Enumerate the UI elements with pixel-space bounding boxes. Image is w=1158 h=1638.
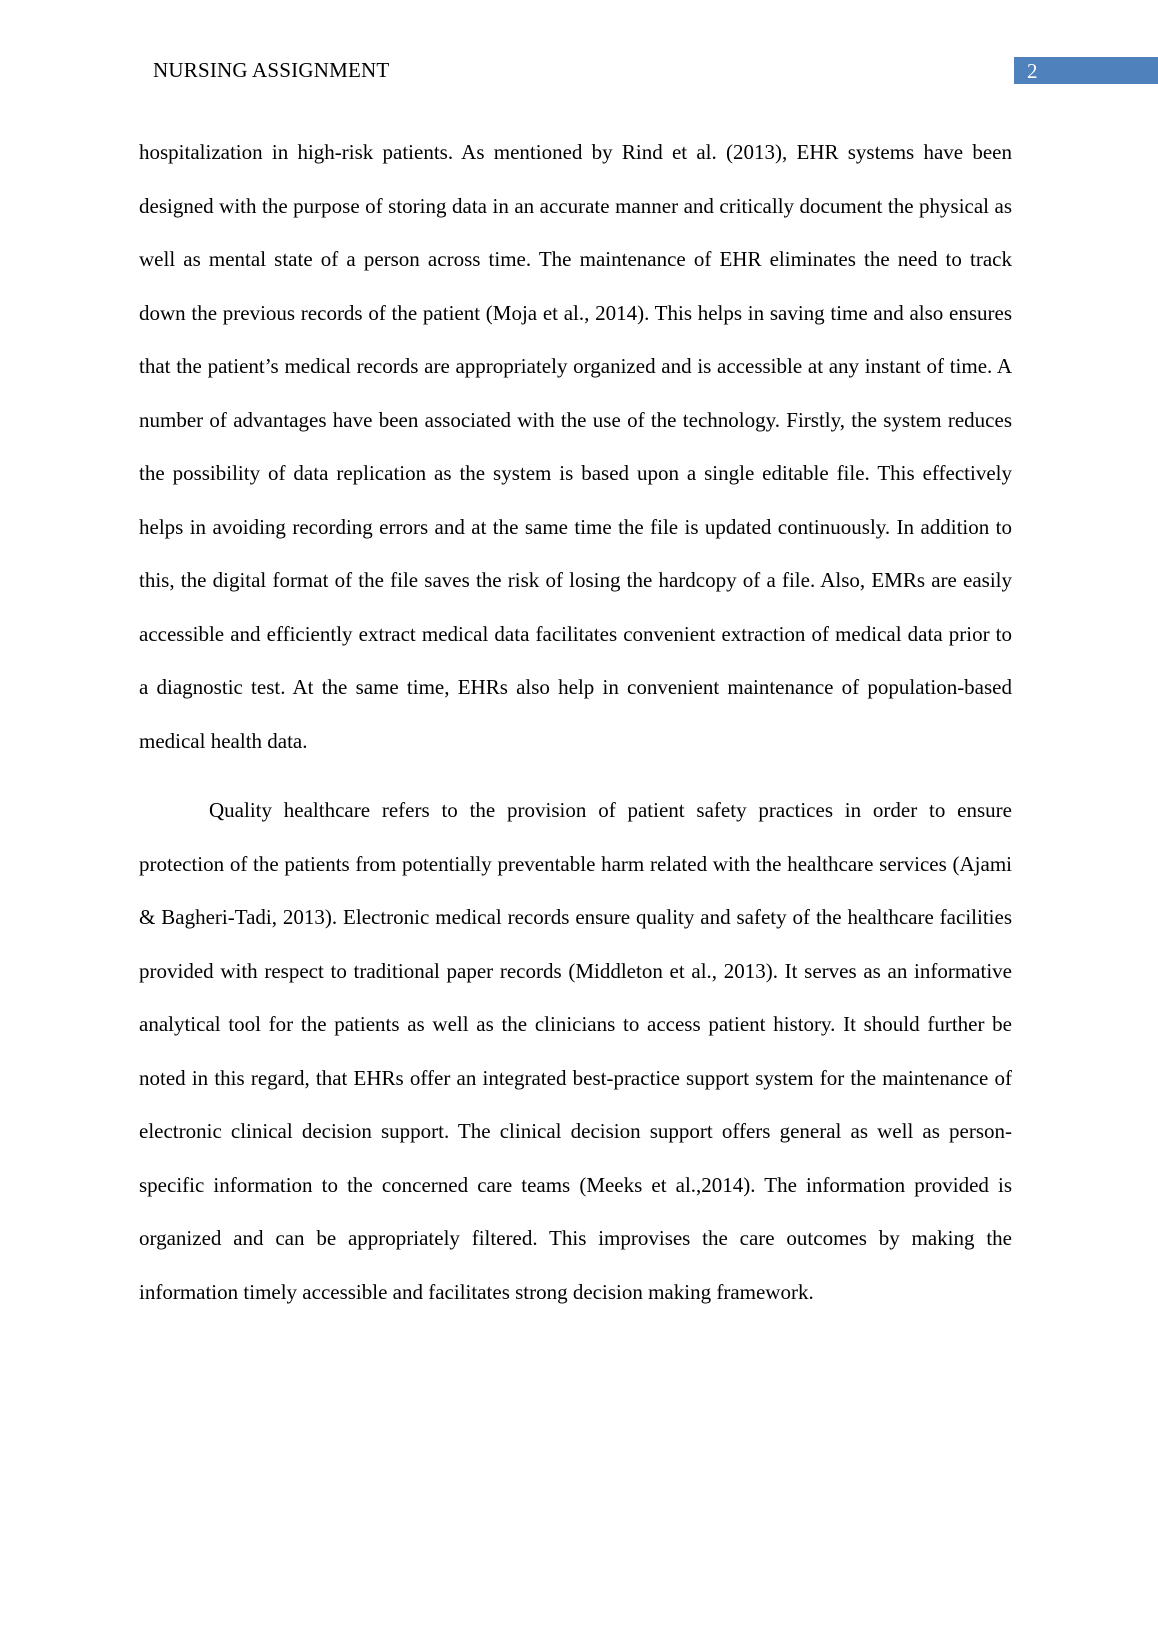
page-header: [0, 0, 1158, 110]
running-head: NURSING ASSIGNMENT: [153, 58, 390, 82]
page-number: 2: [1027, 59, 1038, 83]
body-paragraph-2: Quality healthcare refers to the provision of patient safety practices in order to ensure protection of the patients from potentially preventable harm related with the healthcare services (Ajami & Bagheri-Tadi, 2013). Electronic medical records ensure quality and safety of the healthcare facilities provided with respect to traditional paper records (Middleton et al., 2013). It serves as an informative analytical tool for the patients as well as the clinicians to access patient history. It should further be noted in this regard, that EHRs offer an integrated best-practice support system for the maintenance of electronic clinical decision support. The clinical decision support offers general as well as person-specific information to the concerned care teams (Meeks et al.,2014). The information provided is organized and can be appropriately filtered. This improvises the care outcomes by making the information timely accessible and facilitates strong decision making framework.: [139, 798, 1012, 1304]
document-body: [139, 126, 1012, 1319]
page-number-box: [1014, 57, 1158, 84]
body-paragraph-1: hospitalization in high-risk patients. As mentioned by Rind et al. (2013), EHR systems have been designed with the purpose of storing data in an accurate manner and critically document the physical as well as mental state of a person across time. The maintenance of EHR eliminates the need to track down the previous records of the patient (Moja et al., 2014). This helps in saving time and also ensures that the patient’s medical records are appropriately organized and is accessible at any instant of time. A number of advantages have been associated with the use of the technology. Firstly, the system reduces the possibility of data replication as the system is based upon a single editable file. This effectively helps in avoiding recording errors and at the same time the file is updated continuously. In addition to this, the digital format of the file saves the risk of losing the hardcopy of a file. Also, EMRs are easily accessible and efficiently extract medical data facilitates convenient extraction of medical data prior to a diagnostic test. At the same time, EHRs also help in convenient maintenance of population-based medical health data.: [139, 140, 1012, 753]
